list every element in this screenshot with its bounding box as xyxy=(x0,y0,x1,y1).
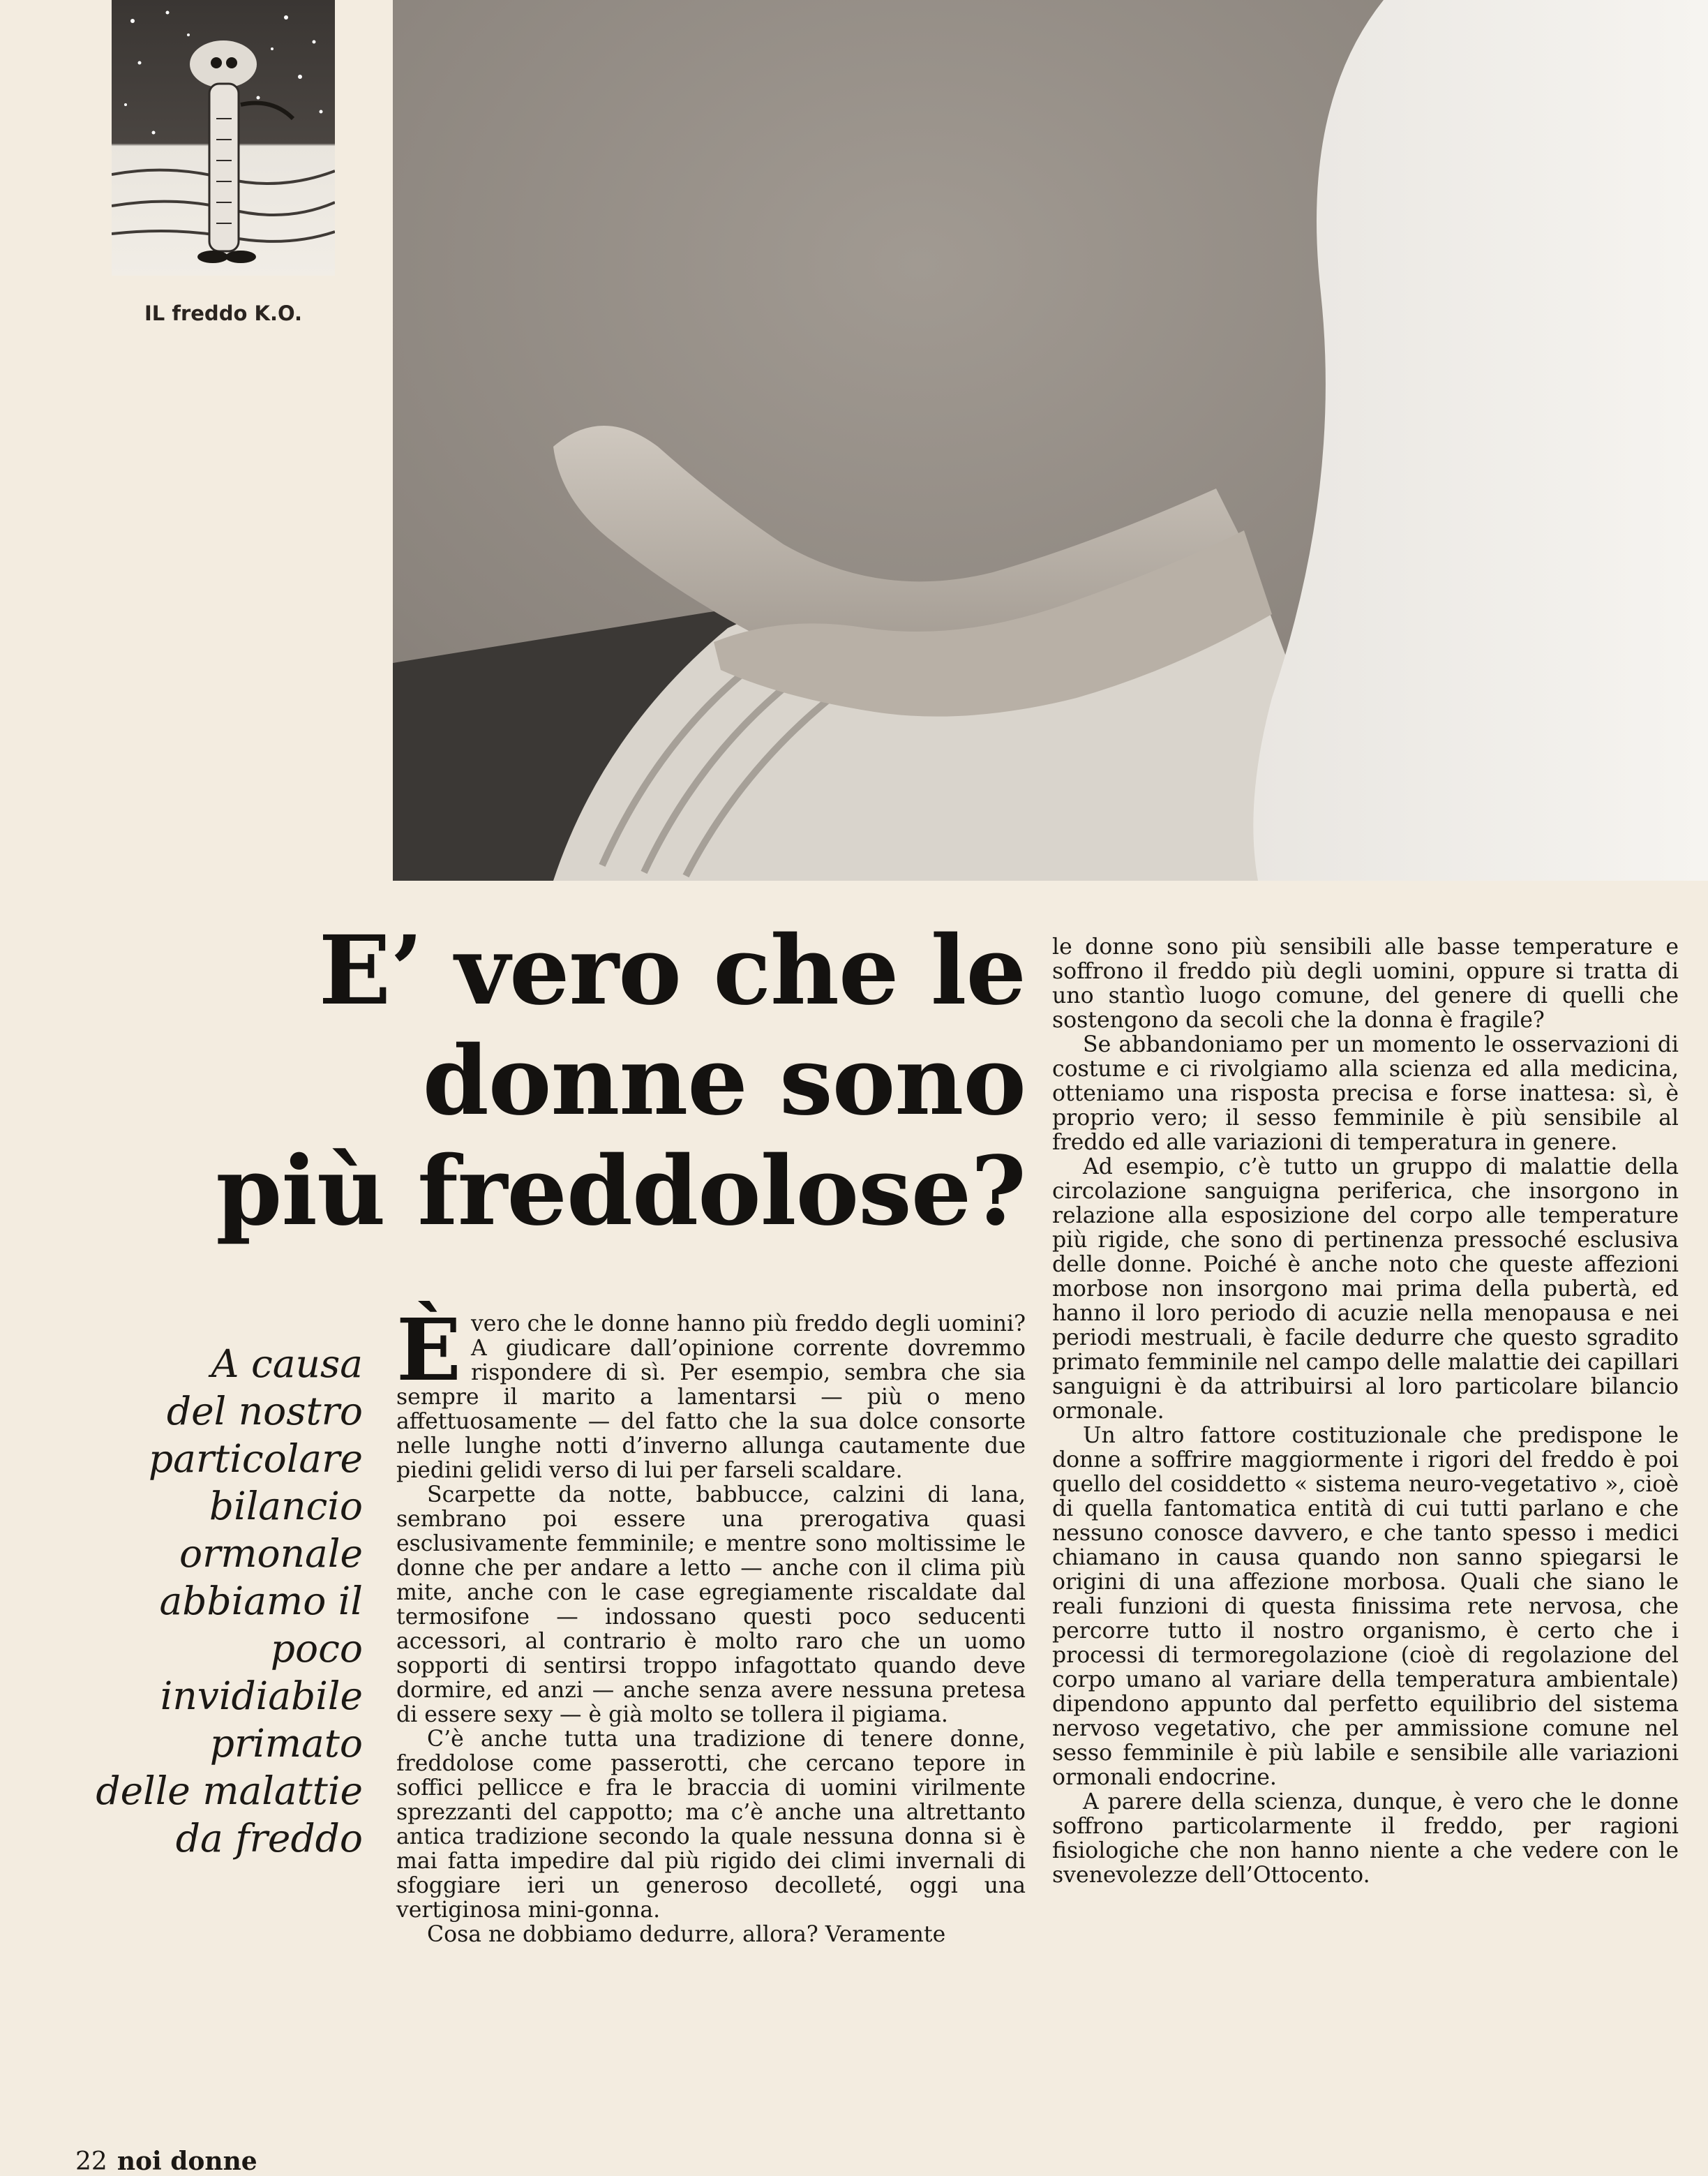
article-column-1 xyxy=(396,1299,1026,1947)
magazine-name: noi donne xyxy=(117,2147,257,2176)
deck-line: poco invidiabile xyxy=(160,1626,363,1718)
article-paragraph: le donne sono più sensibili alle basse temperature e soffrono il freddo più degli uomini, oppure si tratta di uno stantìo luogo comune, del genere di quelli che sostengono da secoli che la donna è fragile? xyxy=(1052,934,1679,1033)
thumbnail-caption: IL freddo K.O. xyxy=(144,301,302,325)
deck-line: particolare xyxy=(148,1436,363,1481)
article-paragraph: C’è anche tutta una tradizione di tenere donne, freddolose come passerotti, che cercano tepore in soffici pellicce e fra le braccia di uomini virilmente sprezzanti del cappotto; ma c’è anche una altrettanto antica tradizione secondo la quale nessuna donna si è mai fatta impedire dal più rigido dei climi invernali di sfoggiare ieri un generoso decolleté, oggi una vertiginosa mini-gonna. xyxy=(396,1727,1026,1923)
snowman-thermometer-icon xyxy=(112,0,335,276)
bare-feet-image-icon xyxy=(393,0,1708,881)
deck-line: A causa xyxy=(211,1341,363,1386)
deck-line: bilancio xyxy=(209,1484,363,1528)
drop-cap: È xyxy=(396,1299,461,1400)
deck-line: delle malattie xyxy=(96,1768,363,1813)
article-paragraph: Se abbandoniamo per un momento le osservazioni di costume e ci rivolgiamo alla scienza ed alla medicina, otteniamo una risposta precisa e forse inattesa: sì, è proprio vero; il sesso femminile è più sensibile al freddo ed alle variazioni di temperatura in genere. xyxy=(1052,1032,1679,1155)
headline-line: donne sono xyxy=(422,1025,1026,1137)
headline xyxy=(209,916,1026,1246)
page-number: 22 xyxy=(75,2147,107,2176)
thermometer-illustration xyxy=(112,0,335,276)
deck-line: da freddo xyxy=(175,1816,363,1861)
article-paragraph: A parere della scienza, dunque, è vero che le donne soffrono particolarmente il freddo, per ragioni fisiologiche che non hanno niente a che vedere con le svenevolezze dell’Ottocento. xyxy=(1052,1789,1679,1888)
headline-line: E’ vero che le xyxy=(318,915,1026,1027)
article-paragraph: Scarpette da notte, babbucce, calzini di lana, sembrano poi essere una prerogativa quasi esclusivamente femminile; e mentre sono moltissime le donne che per andare a letto — anche con il clima più mite, anche con le case egregiamente riscaldate dal termosifone — indossano questi poco seducenti accessori, al contrario è molto raro che un uomo sopporti di sentirsi troppo infagottato quando deve dormire, ed anzi — anche senza avere nessuna pretesa di essere sexy — è già molto se tollera il pigiama. xyxy=(396,1482,1026,1727)
article-paragraph: Cosa ne dobbiamo dedurre, allora? Veramente xyxy=(427,1922,946,1947)
article-paragraph: Un altro fattore costituzionale che predispone le donne a soffrire maggiormente i rigori del freddo è poi quello del cosiddetto « sistema neuro-vegetativo », cioè di quella fantomatica entità di cui tutti parlano e che nessuno conosce davvero, e che tanto spesso i medici chiamano in causa quando non sanno spiegarsi le origini di una affezione morbosa. Quali che siano le reali funzioni di questa finissima rete nervosa, che percorre tutto il nostro organismo, è certo che i processi di termoregolazione (cioè di regolazione del corpo umano al variare della temperatura ambientale) dipendono appunto dal perfetto equilibrio del sistema nervoso vegetativo, che per ammissione comune nel sesso femminile è più labile e sensibile alle variazioni ormonali endocrine. xyxy=(1052,1423,1679,1790)
article-column-2 xyxy=(1052,935,1679,1888)
feet-photo xyxy=(393,0,1708,881)
page-footer xyxy=(75,2147,257,2176)
deck-line: abbiamo il xyxy=(159,1579,363,1623)
deck-line: del nostro xyxy=(166,1389,363,1433)
deck-subheading xyxy=(91,1340,363,1862)
headline-line: più freddolose? xyxy=(216,1135,1026,1247)
deck-line: ormonale xyxy=(179,1531,363,1576)
article-paragraph: Èvero che le donne hanno più freddo degli uomini? A giudicare dall’opinione corrente dovremmo rispondere di sì. Per esempio, sembra che sia sempre il marito a lamentarsi — più o meno affettuosamente — del fatto che la sua dolce consorte nelle lunghe notti d’inverno allunga cautamente due piedini gelidi verso di lui per farseli scaldare. xyxy=(396,1299,1026,1483)
deck-line: primato xyxy=(209,1721,363,1766)
article-paragraph: Ad esempio, c’è tutto un gruppo di malattie della circolazione sanguigna periferica, che insorgono in relazione alla esposizione del corpo alle temperature più rigide, che sono di pertinenza pressoché esclusiva delle donne. Poiché è anche noto che queste affezioni morbose non insorgono mai prima della pubertà, ed hanno il loro periodo di acuzie nella menopausa e nei periodi mestruali, è facile dedurre che questo sgradito primato femminile nel campo delle malattie dei capillari sanguigni è da attribuirsi al loro particolare bilancio ormonale. xyxy=(1052,1154,1679,1424)
